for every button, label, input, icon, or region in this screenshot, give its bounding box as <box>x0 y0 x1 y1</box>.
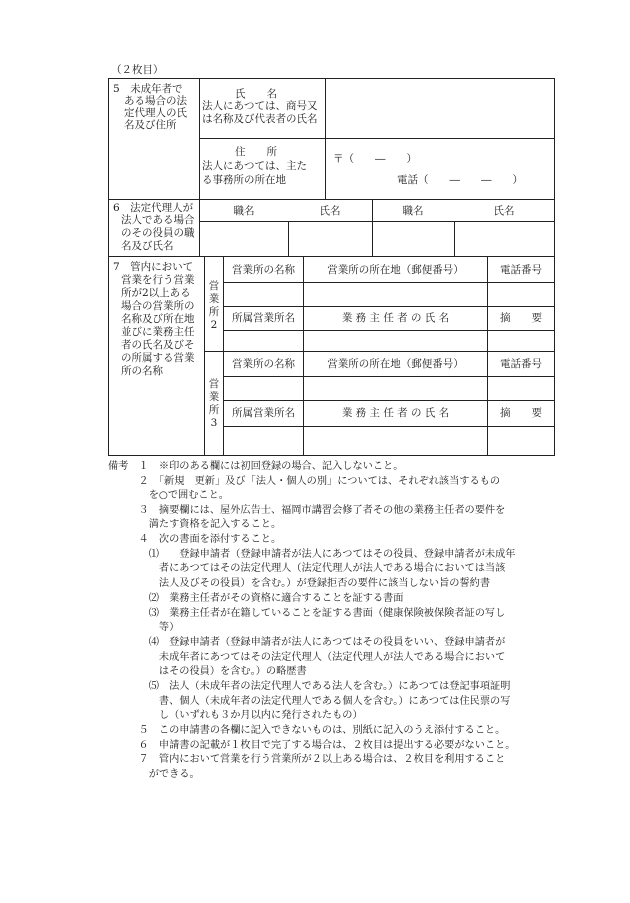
officer-title-header-2: 職名 <box>402 205 424 217</box>
form-text: 並びに業務主任 <box>121 326 195 338</box>
address-header: 住 所 <box>235 146 277 158</box>
form-text: ７ 管内において営業を行う営業所が２以上ある場合は、２枚目を利用すること <box>108 754 506 765</box>
form-text: ⑵ 業務主任者がその資格に適合することを証する書面 <box>108 593 404 604</box>
postal-code-field[interactable]: 〒（ ― ） <box>333 153 417 165</box>
form-text: る事務所の所在地 <box>202 174 286 186</box>
phone-field[interactable]: 電話（ ― ― ） <box>397 174 523 186</box>
form-text: 定代理人の氏 <box>124 107 187 119</box>
remarks-header: 摘 要 <box>500 407 542 419</box>
officer-title-header-1: 職名 <box>233 205 255 217</box>
form-text: 営業を行う営業 <box>121 274 195 286</box>
form-text: 法人にあつては、商号又 <box>202 100 318 112</box>
form-text: 6 法定代理人が <box>113 202 194 214</box>
form-text: 未成年者にあつてはその法定代理人（法定代理人が法人である場合において <box>108 652 506 663</box>
form-text: 場合の営業所の <box>121 300 195 312</box>
form-text: 者にあつてはその法定代理人（法定代理人が法人である場合においては当該 <box>108 563 506 574</box>
form-text: 所が2以上ある <box>121 287 191 299</box>
officer-name-header-2: 氏名 <box>493 205 515 217</box>
form-text: 書、個人（未成年者の法定代理人である個人を含む。）にあつては住民票の写 <box>108 696 511 707</box>
form-text: ⑸ 法人（未成年者の法定代理人である法人を含む。）にあつては登記事項証明 <box>108 681 511 692</box>
manager-name-header: 業 務 主 任 者 の 氏 名 <box>341 312 450 324</box>
form-text: ５ この申請書の各欄に記入できないものは、別紙に記入のうえ添付すること。 <box>108 725 506 736</box>
office-phone-header: 電話番号 <box>500 358 542 370</box>
remarks-header: 摘 要 <box>500 312 542 324</box>
form-text: 7 管内において <box>113 261 194 273</box>
office-name-header: 営業所の名称 <box>232 264 295 276</box>
form-text: 法人にあつては、主た <box>202 160 307 172</box>
officer-name-header-1: 氏名 <box>319 205 341 217</box>
table-right-border <box>554 78 555 455</box>
form-text: 名及び氏名 <box>121 240 174 252</box>
form-text: ⑷ 登録申請者（登録申請者が法人にあつてはその役員をいい、登録申請者が <box>108 637 506 648</box>
form-text: 所 <box>208 404 220 416</box>
form-text: はその役員）を含む。）の略歴書 <box>108 666 307 677</box>
form-text: 業 <box>208 293 220 305</box>
form-text: ⑴ 登録申請者（登録申請者が法人にあつてはその役員、登録申請者が未成年 <box>108 549 516 560</box>
form-text: 営 <box>208 378 220 390</box>
office-phone-header: 電話番号 <box>500 264 542 276</box>
form-text: のその役員の職 <box>121 227 195 239</box>
assigned-office-header: 所属営業所名 <box>232 312 295 324</box>
form-text: 名及び住所 <box>124 119 177 131</box>
form-text: ６ 申請書の記載が１枚目で完了する場合は、２枚目は提出する必要がないこと。 <box>108 740 516 751</box>
assigned-office-header: 所属営業所名 <box>232 407 295 419</box>
form-text: 満たす資格を記入すること。 <box>108 519 282 530</box>
form-text: 所の名称 <box>121 365 163 377</box>
form-text: 等） <box>108 622 180 633</box>
form-text: し（いずれも３か月以内に発行されたもの） <box>108 710 363 721</box>
office-address-header: 営業所の所在地（郵便番号） <box>327 264 464 276</box>
name-header: 氏 名 <box>235 88 277 100</box>
office-address-header: 営業所の所在地（郵便番号） <box>327 358 464 370</box>
form-text: 営 <box>208 280 220 292</box>
table-bottom-border <box>108 455 555 456</box>
form-text: ある場合の法 <box>124 95 187 107</box>
form-text: ４ 次の書面を添付すること。 <box>108 534 282 545</box>
form-text: ⑶ 業務主任者が在籍していることを証する書面（健康保険被保険者証の写し <box>108 608 506 619</box>
form-text: 5 未成年者で <box>113 83 183 95</box>
form-text: 業 <box>208 391 220 403</box>
office-name-header: 営業所の名称 <box>232 358 295 370</box>
name-input-field[interactable] <box>326 79 554 138</box>
form-text: 2 <box>210 319 218 331</box>
form-text: 法人及びその役員）を含む。）が登録拒否の要件に該当しない旨の誓約書 <box>108 578 491 589</box>
form-text: の所属する営業 <box>121 352 195 364</box>
page-label: （２枚目） <box>111 64 164 76</box>
manager-name-header: 業 務 主 任 者 の 氏 名 <box>341 407 450 419</box>
form-text: 3 <box>210 417 218 429</box>
form-text: ２ 「新規 更新」及び「法人・個人の別」については、それぞれ該当するもの <box>108 476 501 487</box>
form-text: を○で囲むこと。 <box>108 490 229 501</box>
form-text: 所 <box>208 306 220 318</box>
form-text: 名称及び所在地 <box>121 313 195 325</box>
form-text: 法人である場合 <box>121 214 195 226</box>
form-text: 者の氏名及びそ <box>121 339 195 351</box>
form-text: ができる。 <box>108 769 200 780</box>
table-left-border <box>108 78 109 455</box>
form-text: は名称及び代表者の氏名 <box>202 113 318 125</box>
form-text: 備考 １ ※印のある欄には初回登録の場合、記入しないこと。 <box>108 461 404 472</box>
form-text: ３ 摘要欄には、屋外広告士、福岡市講習会修了者その他の業務主任者の要件を <box>108 505 506 516</box>
